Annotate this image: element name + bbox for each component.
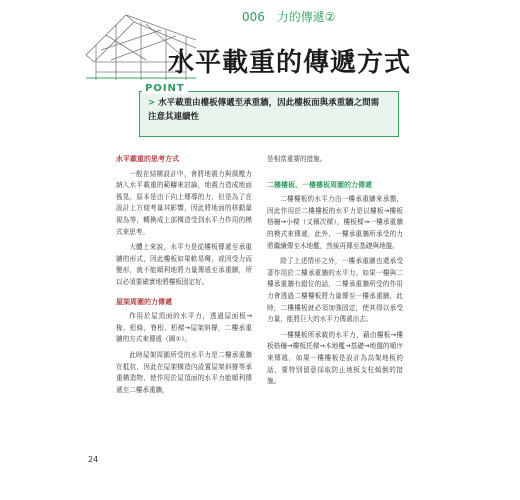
chevron-right-icon: > [148,98,156,108]
paragraph: 二樓樓板的水平力由一樓承重牆來承擔，因此作用於二樓樓板的水平力是以樓板→樓板格柵→小樑（又稱次樑），樓板樑→一樓承重牆的模式來傳遞，此外，一樓承重牆所承受的力將繼續傳至木地檻，然後再傳至基礎與地盤。 [267,195,403,250]
point-body: 水平載重由樓板傳遞至承重牆，因此樓板面與承重牆之間需注意其連續性 [148,98,380,122]
section-heading: 二樓樓板、一樓樓板周圍的力傳遞 [267,180,372,189]
chapter-header [242,8,344,25]
section-heading: 水平載重的思考方式 [116,155,179,163]
paragraph: 除了上述情形之外，一樓承重牆也還承受著作用於二樓承重牆的水平力。如果一樓與二樓承重牆有錯位的話，二樓承重牆所受的作用力會透過二樓樓板將力量傳至一樓承重牆，此時，二樓樓板就必須加強固定，使其得以承受力量，能將巨大的水平力傳遞出去。 [267,257,403,324]
paragraph: 大體上來說，水平力是從樓板傳遞至承重牆的形式，因此樓板如果軟易彎，或因受力而變形，就不能順利地將力量傳遞至承重牆，所以必須要確實地將樓板固定好。 [116,243,252,286]
page-title: 水平載重的傳遞方式 [168,48,412,78]
chapter-title: 力的傳遞② [276,10,336,24]
paragraph: 作用於屋頂面的水平力，透過屋面板→椽、桁條，脊桁、桁樑→屋架斜撐，二樓承重牆的方式來傳遞（圖①）。 [116,312,252,344]
paragraph: 此時屋架周圍所受的水平力是二樓承重牆在抵抗，因此在屋架構造內設置屋架斜撐等承重構造物，使作用於屋頂面的水平力能順利傳遞至二樓承重牆， [116,350,252,394]
paragraph: 一般在結構設計中，會將地震力與風壓力納入水平載重的範疇來討論，地震力造成地面搖晃，原本是由下向上傳導的力，但是為了在設計上方便考量其影響，因此將地面的移動量視為等，轉換成上部構造受到水平力作用的模式來思考。 [116,169,252,236]
chapter-number: 006 [242,10,265,24]
page-number: 24 [88,455,99,464]
paragraph: 一樓樓板所承載的水平力，藉由樓板→樓板格柵→樓板托樑→木地檻→基礎→地盤的順序來傳遞，如果一樓樓板是設計為高架地板的話，要特別留意採取防止地板支柱傾倒的措施。 [267,330,403,386]
paragraph: 是相當重要的措施。 [267,155,327,163]
point-label: POINT [142,83,188,94]
left-column [116,154,252,400]
section-heading: 屋架周圍的力傳遞 [116,297,172,306]
point-text [148,96,380,124]
right-column [267,154,403,392]
